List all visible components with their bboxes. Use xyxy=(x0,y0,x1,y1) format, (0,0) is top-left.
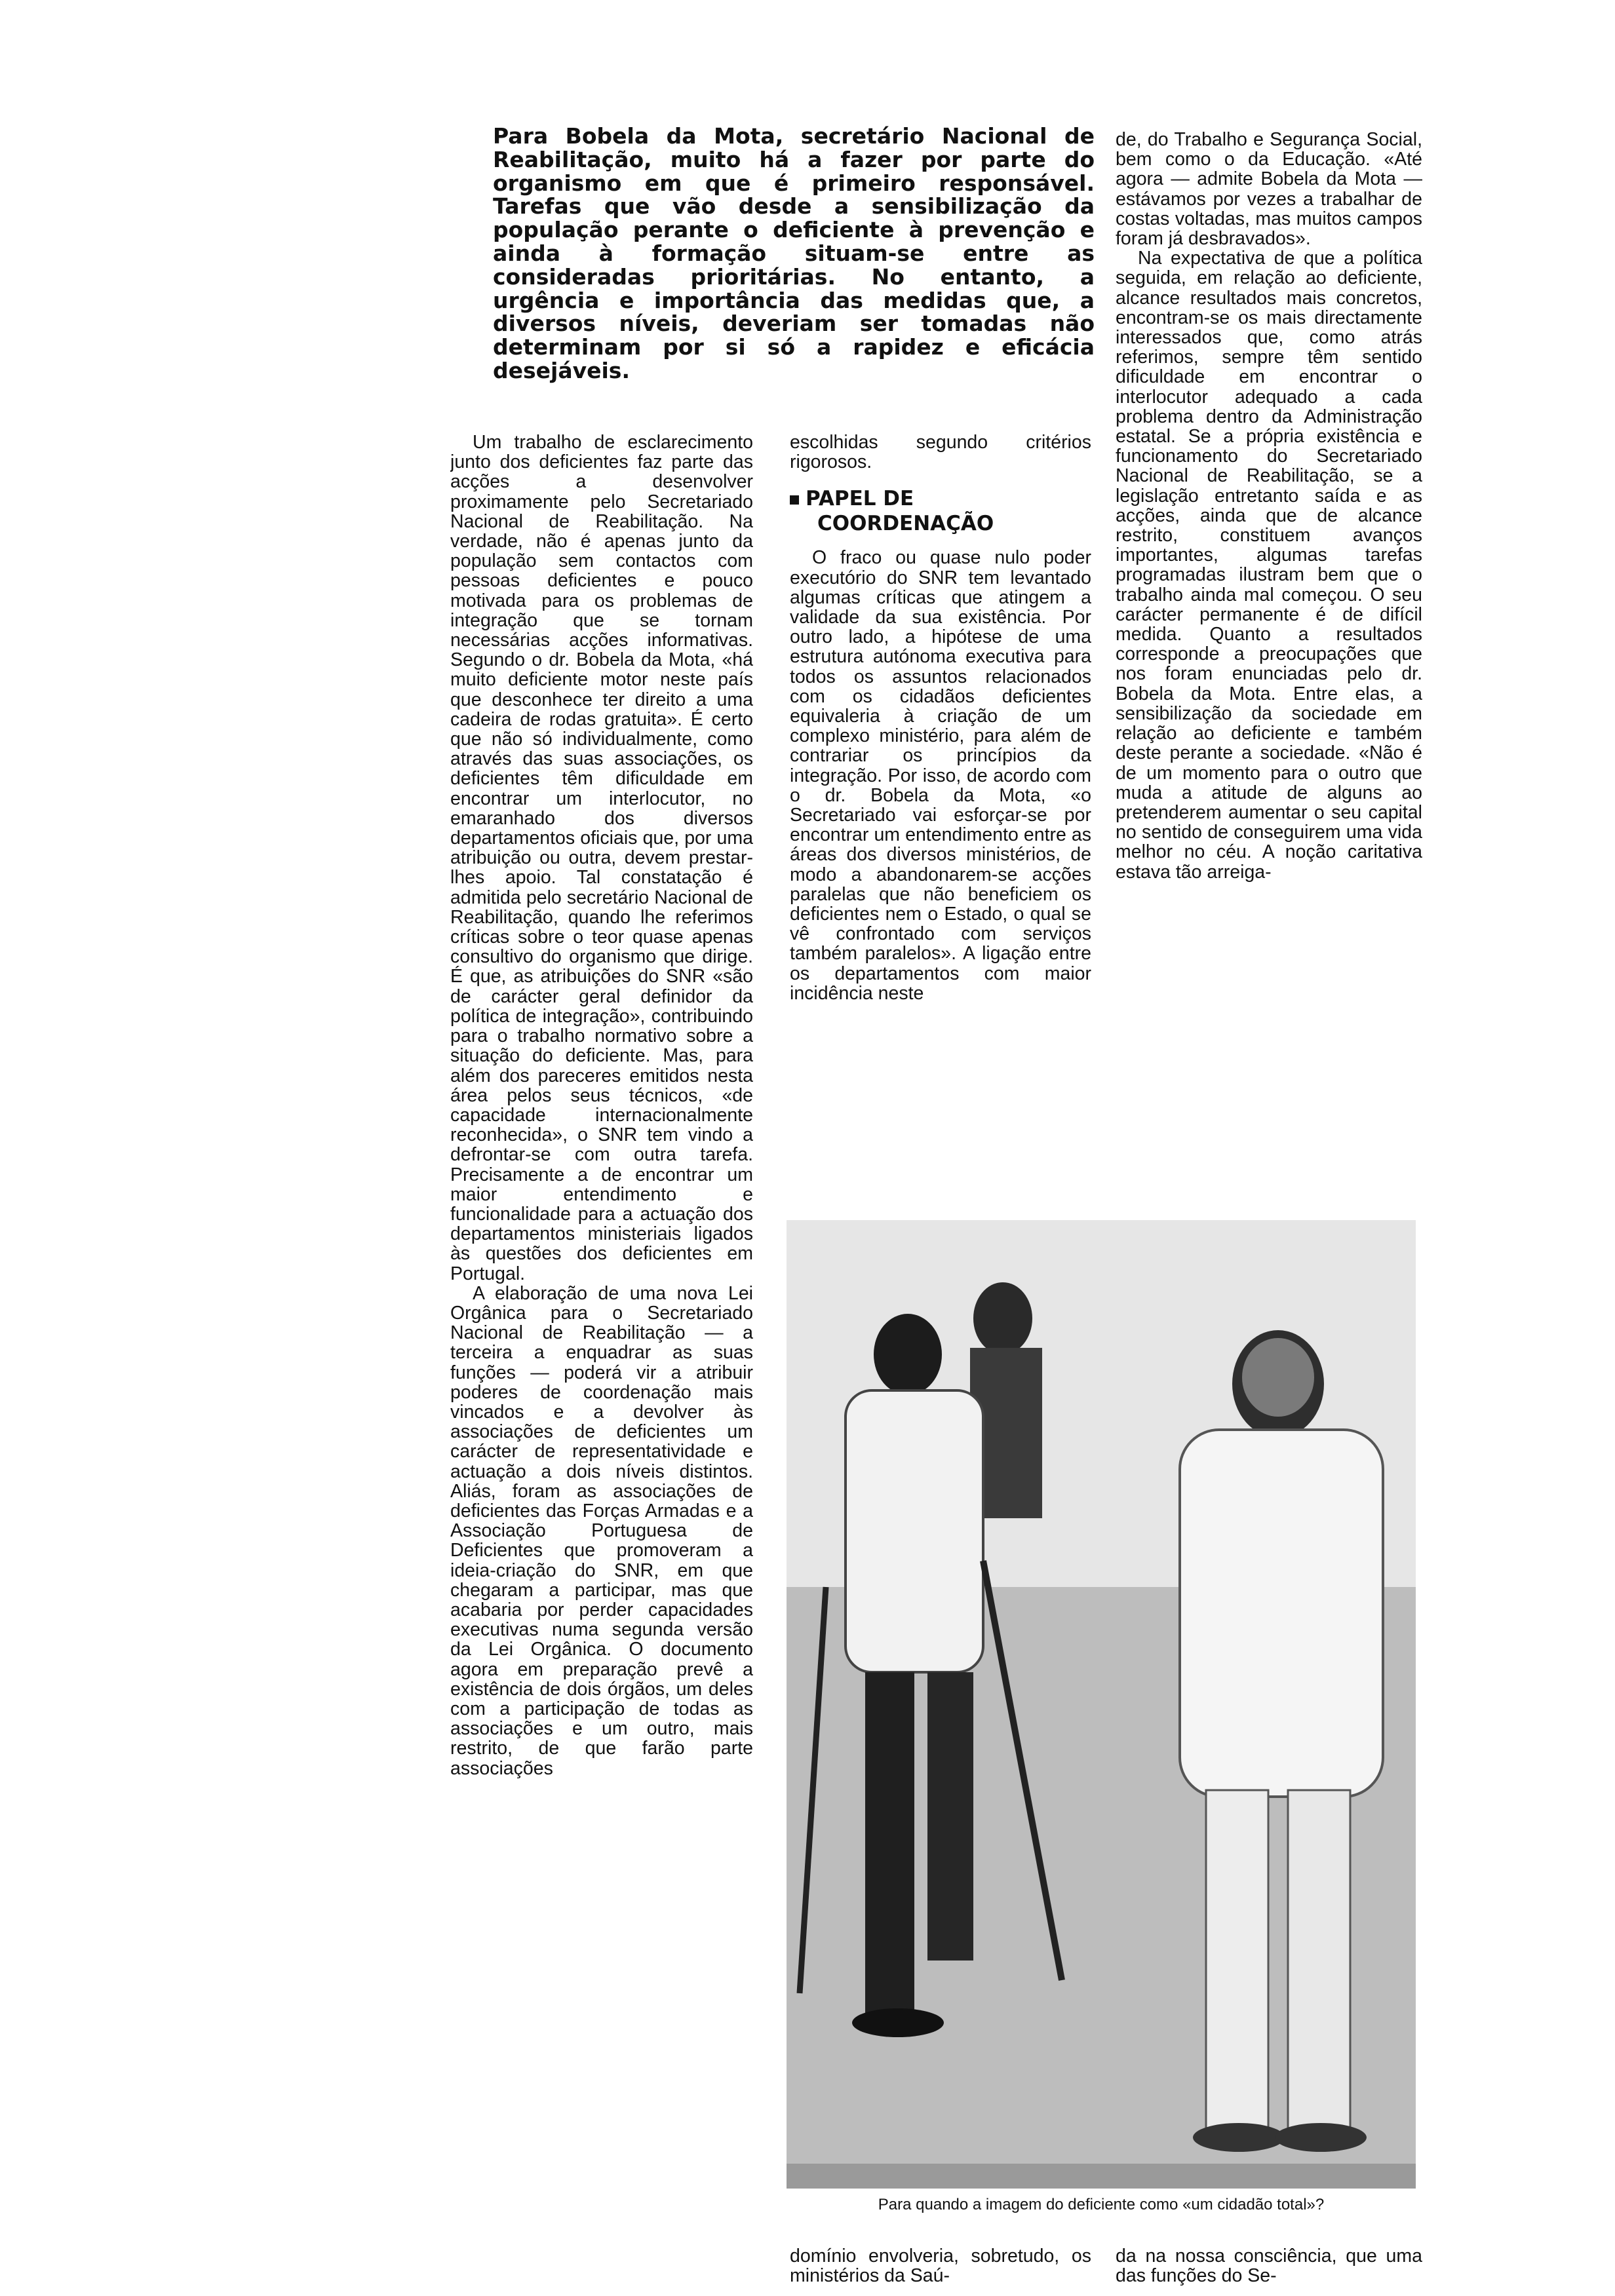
article-photo xyxy=(787,1220,1416,2189)
paragraph: O fraco ou quase nulo poder executório do SNR tem levantado algumas críticas que atingem a validade da sua existência. Por outro lado, a hipótese de uma estrutura autónoma executiva para todos os assuntos relacionados com os cidadãos deficientes equivaleria à criação de um complexo ministério, para além de contrariar os princípios da integração. Por isso, de acordo com o dr. Bobela da Mota, «o Secretariado vai esforçar-se por encontrar um entendimento entre as áreas dos diversos ministérios, de modo a abandonarem-se acções paralelas que não beneficiem os deficientes nem o Estado, o qual se vê confrontado com serviços também paralelos». A ligação entre os departamentos com maior incidência neste xyxy=(790,547,1091,1004)
article-column-3-continued xyxy=(1116,2246,1422,2293)
article-column-3 xyxy=(1116,130,1422,1212)
article-column-2-continued xyxy=(790,2246,1091,2293)
paragraph: Um trabalho de esclarecimento junto dos deficientes faz parte das acções a desenvolver proximamente pelo Secretariado Nacional de Reabilitação. Na verdade, não é apenas junto da população sem contactos com pessoas deficientes e pouco motivada para os problemas de integração que se tornam necessárias acções informativas. Segundo o dr. Bobela da Mota, «há muito deficiente motor neste país que desconhece ter direito a uma cadeira de rodas gratuita». É certo que não só individualmente, como através das suas associações, os deficientes têm dificuldade em encontrar um interlocutor, no emaranhado dos diversos departamentos oficiais que, por uma atribuição ou outra, devem prestar-lhes apoio. Tal constatação é admitida pelo secretário Nacional de Reabilitação, quando lhe referimos críticas sobre o teor quase apenas consultivo do organismo que dirige. É que, as atribuições do SNR «são de carácter geral definidor da política de integração», contribuindo para o trabalho normativo sobre a situação do deficiente. Mas, para além dos pareceres emitidos nesta área pelos seus técnicos, «de capacidade internacionalmente reconhecida», o SNR tem vindo a defrontar-se com outra tarefa. Precisamente a de encontrar um maior entendimento e funcionalidade para a actuação dos departamentos ministeriais ligados às questões dos deficientes em Portugal. xyxy=(450,432,753,1284)
article-column-1 xyxy=(450,432,753,2293)
article-column-2 xyxy=(790,432,1091,1212)
paragraph: da na nossa consciência, que uma das funções do Se- xyxy=(1116,2246,1422,2287)
photo-caption: Para quando a imagem do deficiente como «um cidadão total»? xyxy=(878,2196,1325,2213)
section-subheading xyxy=(790,486,1091,536)
paragraph: A elaboração de uma nova Lei Orgânica para o Secretariado Nacional de Reabilitação — a terceira a enquadrar as suas funções — poderá vir a atribuir poderes de coordenação mais vincados e a devolver às associações de deficientes um carácter de representatividade e actuação a dois níveis distintos. Aliás, foram as associações de deficientes das Forças Armadas e a Associação Portuguesa de Deficientes que promoveram a ideia-criação do SNR, em que chegaram a participar, mas que acabaria por perder capacidades executivas numa segunda versão da Lei Orgânica. O documento agora em preparação prevê a existência de dois órgãos, um deles com a participação de todas as associações e um outro, mais restrito, de que farão parte associações xyxy=(450,1282,753,1779)
bullet-icon xyxy=(790,495,799,505)
article-lead: Para Bobela da Mota, secretário Nacional de Reabilitação, muito há a fazer por parte do organismo em que é primeiro responsável. Tarefas que vão desde a sensibilização da população perante o deficiente à prevenção e ainda à formação situam-se entre as consideradas prioritárias. No entanto, a urgência e importância das medidas que, a diversos níveis, deveriam ser tomadas não determinam por si só a rapidez e eficácia desejáveis. xyxy=(493,123,1095,383)
paragraph: de, do Trabalho e Segurança Social, bem como o da Educação. «Até agora — admite Bobela da Mota — estávamos por vezes a trabalhar de costas voltadas, mas muitos campos foram já desbravados». xyxy=(1116,130,1422,250)
subheading-line-1: PAPEL DE xyxy=(806,487,914,511)
paragraph: domínio envolveria, sobretudo, os ministérios da Saú- xyxy=(790,2246,1091,2287)
paragraph: escolhidas segundo critérios rigorosos. xyxy=(790,432,1091,473)
paragraph: Na expectativa de que a política seguida, em relação ao deficiente, alcance resultados mais concretos, encontram-se os mais directamente interessados que, como atrás referimos, sempre têm sentido dificuldade em encontrar o interlocutor adequado a cada problema dentro da Administração estatal. Se a própria existência e funcionamento do Secretariado Nacional de Reabilitação, se a legislação entretanto saída e as acções, ainda que de alcance restrito, constituem avanços importantes, algumas tarefas programadas ilustram bem que o trabalho ainda mal começou. O seu carácter permanente é de difícil medida. Quanto a resultados corresponde a preocupações que nos foram enunciadas pelo dr. Bobela da Mota. Entre elas, a sensibilização da sociedade em relação ao deficiente e também deste perante a sociedade. «Não é de um momento para o outro que muda a atitude de alguns ao pretenderem aumentar o seu capital no sentido de conseguirem uma vida melhor no céu. A noção caritativa estava tão arreiga- xyxy=(1116,248,1422,883)
subheading-line-2: COORDENAÇÃO xyxy=(817,512,994,536)
photo-illustration xyxy=(787,1220,1416,2189)
